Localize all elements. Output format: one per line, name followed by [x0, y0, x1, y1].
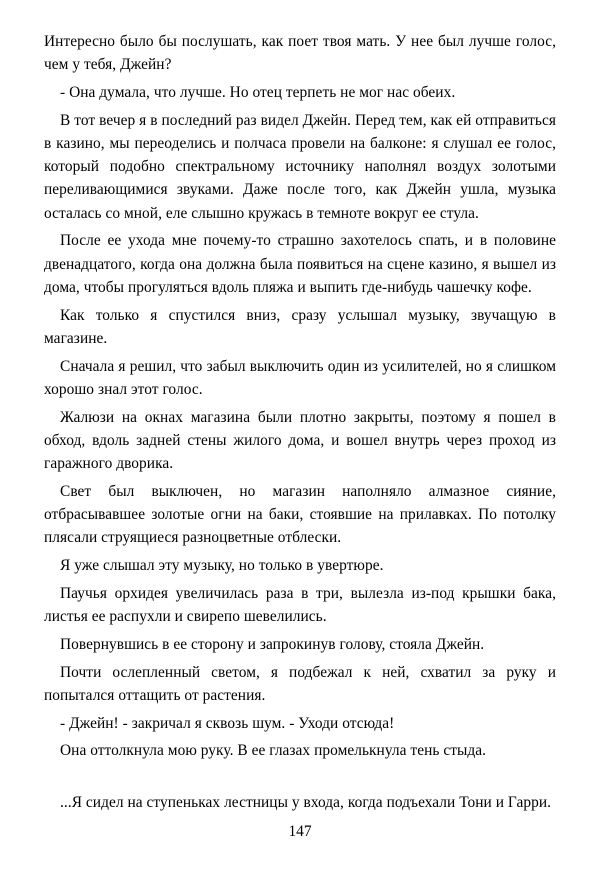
paragraph-13: - Джейн! - закричал я сквозь шум. - Уходи отсюда! — [60, 714, 395, 732]
paragraph-8: Свет был выключен, но магазин наполняло алмазное сияние, отбрасывавшее золотые огни на баки, стоявшие на прилавках. По потолку плясали струящиеся разноцветные отблески. — [44, 482, 556, 547]
paragraph-15: ...Я сидел на ступеньках лестницы у входа, когда подъехали Тони и Гарри. — [60, 794, 552, 812]
section-break — [44, 767, 556, 791]
paragraph-3: В тот вечер я в последний раз видел Джейн. Перед тем, как ей отправиться в казино, мы переоделись и полчаса провели на балконе: я слушал ее голос, который подобно спектральному источнику наполнял воздух золотыми переливающимися звуками. Даже после того, как Джейн ушла, музыка осталась со мной, еле слышно кружась в темноте вокруг ее стула. — [44, 111, 556, 222]
paragraph-9: Я уже слышал эту музыку, но только в увертюре. — [60, 557, 384, 575]
paragraph-6: Сначала я решил, что забыл выключить один из усилителей, но я слишком хорошо знал этот голос. — [44, 357, 556, 398]
paragraph-11: Повернувшись в ее сторону и запрокинув голову, стояла Джейн. — [60, 635, 485, 653]
paragraph-1: Интересно было бы послушать, как поет твоя мать. У нее был лучше голос, чем у тебя, Джейн? — [44, 33, 556, 74]
page-number: 147 — [288, 823, 312, 840]
paragraph-12: Почти ослепленный светом, я подбежал к ней, схватил за руку и попытался оттащить от растения. — [44, 663, 556, 704]
paragraph-4: После ее ухода мне почему-то страшно захотелось спать, и в половине двенадцатого, когда она должна была появиться на сцене казино, я вышел из дома, чтобы прогуляться вдоль пляжа и выпить где-нибудь чашечку кофе. — [44, 232, 556, 296]
paragraph-7: Жалюзи на окнах магазина были плотно закрыты, поэтому я пошел в обход, вдоль задней стены жилого дома, и вошел внутрь через проход из гаражного дворика. — [44, 408, 556, 473]
paragraph-2: - Она думала, что лучше. Но отец терпеть не мог нас обеих. — [60, 84, 456, 101]
paragraph-10: Паучья орхидея увеличилась раза в три, вылезла из-под крышки бака, листья ее распухли и свирепо шевелились. — [44, 584, 556, 626]
paragraph-14: Она оттолкнула мою руку. В ее глазах промелькнула тень стыда. — [60, 742, 487, 760]
paragraph-5: Как только я спустился вниз, сразу услышал музыку, звучащую в магазине. — [44, 306, 556, 347]
